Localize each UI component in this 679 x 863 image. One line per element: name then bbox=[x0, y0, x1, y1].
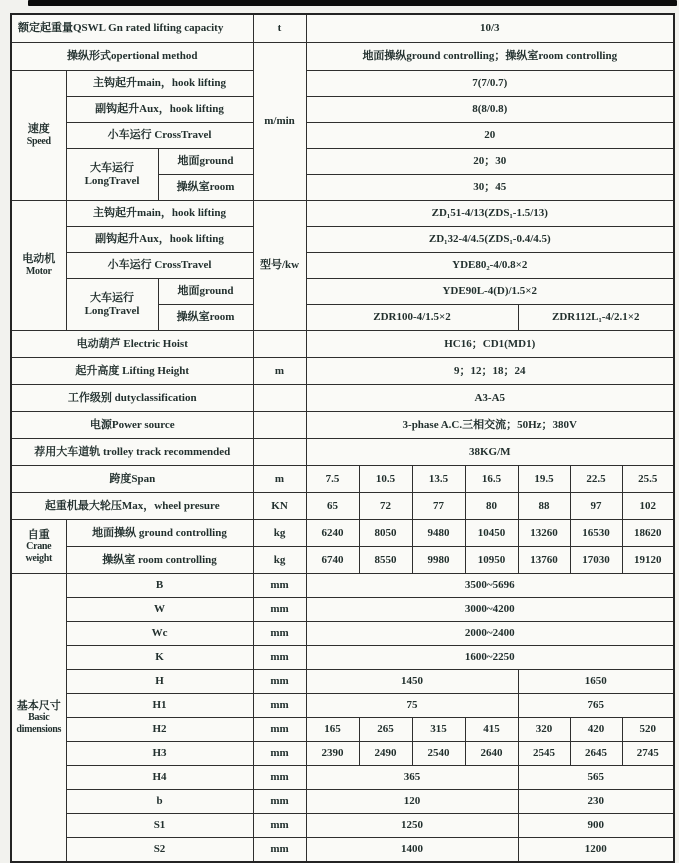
weight-room-label: 操纵室 room controlling bbox=[66, 547, 253, 574]
speed-long-travel-en: LongTravel bbox=[84, 174, 140, 187]
dim-H3-value: 2645 bbox=[570, 742, 622, 766]
row-weight-room bbox=[11, 547, 674, 574]
row-operational-method bbox=[11, 43, 674, 71]
weight-room-value: 13760 bbox=[518, 547, 570, 574]
speed-aux-label: 副钩起升Aux，hook lifting bbox=[66, 97, 253, 123]
dim-Wc-label: Wc bbox=[66, 622, 253, 646]
dim-H3-value: 2390 bbox=[306, 742, 359, 766]
dim-Wc-unit: mm bbox=[253, 622, 306, 646]
dim-H2-label: H2 bbox=[66, 718, 253, 742]
speed-long-travel-cn: 大车运行 bbox=[90, 161, 134, 174]
motor-long-ground-value: YDE90L-4(D)/1.5×2 bbox=[306, 279, 674, 305]
dim-W-label: W bbox=[66, 598, 253, 622]
wheel-pressure-unit: KN bbox=[253, 493, 306, 520]
weight-ground-unit: kg bbox=[253, 520, 306, 547]
wheel-pressure-value: 97 bbox=[570, 493, 622, 520]
motor-main-label: 主钩起升main，hook lifting bbox=[66, 201, 253, 227]
speed-long-room-label: 操纵室room bbox=[158, 175, 253, 201]
row-dim-H2 bbox=[11, 718, 674, 742]
duty-classification-label: 工作级别 dutyclassification bbox=[11, 385, 253, 412]
wheel-pressure-value: 88 bbox=[518, 493, 570, 520]
motor-main-value: ZD₁51-4/13(ZDS₁-1.5/13) bbox=[306, 201, 674, 227]
dim-b-value-left: 120 bbox=[306, 790, 518, 814]
crane-weight-group-cell bbox=[11, 520, 66, 574]
row-rated-capacity bbox=[11, 14, 674, 43]
weight-room-value: 8550 bbox=[359, 547, 412, 574]
row-electric-hoist bbox=[11, 331, 674, 358]
weight-ground-value: 9480 bbox=[412, 520, 465, 547]
dim-H4-value-left: 365 bbox=[306, 766, 518, 790]
power-source-label: 电源Power source bbox=[11, 412, 253, 439]
speed-long-ground-value: 20；30 bbox=[306, 149, 674, 175]
row-dim-K bbox=[11, 646, 674, 670]
weight-ground-value: 13260 bbox=[518, 520, 570, 547]
row-dim-Wc bbox=[11, 622, 674, 646]
rated-capacity-unit: t bbox=[253, 14, 306, 43]
electric-hoist-unit-cell bbox=[253, 331, 306, 358]
rated-capacity-label: 额定起重量QSWL Gn rated lifting capacity bbox=[11, 14, 253, 43]
span-label: 跨度Span bbox=[11, 466, 253, 493]
dim-B-value: 3500~5696 bbox=[306, 574, 674, 598]
row-wheel-pressure bbox=[11, 493, 674, 520]
speed-group-cell bbox=[11, 71, 66, 201]
dim-K-unit: mm bbox=[253, 646, 306, 670]
row-trolley-track bbox=[11, 439, 674, 466]
speed-aux-value: 8(8/0.8) bbox=[306, 97, 674, 123]
dim-H3-label: H3 bbox=[66, 742, 253, 766]
dim-W-value: 3000~4200 bbox=[306, 598, 674, 622]
weight-room-unit: kg bbox=[253, 547, 306, 574]
row-weight-ground bbox=[11, 520, 674, 547]
motor-long-travel-cell bbox=[66, 279, 158, 331]
row-dim-S1 bbox=[11, 814, 674, 838]
weight-ground-value: 10450 bbox=[465, 520, 518, 547]
operational-method-label: 操纵形式opertional method bbox=[11, 43, 253, 71]
span-value: 13.5 bbox=[412, 466, 465, 493]
row-motor-aux-hook bbox=[11, 227, 674, 253]
dim-S1-value-left: 1250 bbox=[306, 814, 518, 838]
span-value: 10.5 bbox=[359, 466, 412, 493]
row-dim-H4 bbox=[11, 766, 674, 790]
crane-weight-group-en2: weight bbox=[25, 552, 53, 564]
dim-S2-value-right: 1200 bbox=[518, 838, 674, 863]
trolley-track-unit-cell bbox=[253, 439, 306, 466]
dim-B-unit: mm bbox=[253, 574, 306, 598]
motor-long-room-label: 操纵室room bbox=[158, 305, 253, 331]
speed-long-room-value: 30；45 bbox=[306, 175, 674, 201]
operational-method-value: 地面操纵ground controlling；操纵室room controlling bbox=[306, 43, 674, 71]
motor-cross-value: YDE80₂-4/0.8×2 bbox=[306, 253, 674, 279]
dim-H2-value: 165 bbox=[306, 718, 359, 742]
speed-long-ground-label: 地面ground bbox=[158, 149, 253, 175]
dim-H2-value: 415 bbox=[465, 718, 518, 742]
dim-H4-label: H4 bbox=[66, 766, 253, 790]
dim-W-unit: mm bbox=[253, 598, 306, 622]
dim-H3-unit: mm bbox=[253, 742, 306, 766]
electric-hoist-label: 电动葫芦 Electric Hoist bbox=[11, 331, 253, 358]
dim-S1-unit: mm bbox=[253, 814, 306, 838]
row-dim-H bbox=[11, 670, 674, 694]
row-motor-cross-travel bbox=[11, 253, 674, 279]
dim-Wc-value: 2000~2400 bbox=[306, 622, 674, 646]
motor-aux-label: 副钩起升Aux，hook lifting bbox=[66, 227, 253, 253]
speed-long-travel-cell bbox=[66, 149, 158, 201]
power-source-unit-cell bbox=[253, 412, 306, 439]
row-speed-aux-hook bbox=[11, 97, 674, 123]
weight-room-value: 19120 bbox=[622, 547, 674, 574]
motor-group-en: Motor bbox=[25, 266, 52, 278]
dim-H-value-left: 1450 bbox=[306, 670, 518, 694]
motor-long-travel-cn: 大车运行 bbox=[90, 291, 134, 304]
motor-cross-label: 小车运行 CrossTravel bbox=[66, 253, 253, 279]
dim-S2-label: S2 bbox=[66, 838, 253, 863]
span-value: 25.5 bbox=[622, 466, 674, 493]
weight-room-value: 6740 bbox=[306, 547, 359, 574]
row-dim-W bbox=[11, 598, 674, 622]
electric-hoist-value: HC16；CD1(MD1) bbox=[306, 331, 674, 358]
wheel-pressure-value: 65 bbox=[306, 493, 359, 520]
dim-H3-value: 2490 bbox=[359, 742, 412, 766]
dim-B-label: B bbox=[66, 574, 253, 598]
dim-H2-value: 320 bbox=[518, 718, 570, 742]
speed-group-en: Speed bbox=[26, 136, 51, 148]
dim-H3-value: 2640 bbox=[465, 742, 518, 766]
crane-weight-group-cn: 自重 bbox=[27, 528, 50, 541]
dim-H3-value: 2545 bbox=[518, 742, 570, 766]
span-value: 7.5 bbox=[306, 466, 359, 493]
weight-ground-value: 6240 bbox=[306, 520, 359, 547]
row-dim-H1 bbox=[11, 694, 674, 718]
weight-room-value: 9980 bbox=[412, 547, 465, 574]
speed-cross-label: 小车运行 CrossTravel bbox=[66, 123, 253, 149]
row-lifting-height bbox=[11, 358, 674, 385]
lifting-height-label: 起升高度 Lifting Height bbox=[11, 358, 253, 385]
dim-H3-value: 2540 bbox=[412, 742, 465, 766]
motor-aux-value: ZD₁32-4/4.5(ZDS₁-0.4/4.5) bbox=[306, 227, 674, 253]
dim-H-unit: mm bbox=[253, 670, 306, 694]
dim-H4-value-right: 565 bbox=[518, 766, 674, 790]
row-dim-S2 bbox=[11, 838, 674, 863]
wheel-pressure-value: 72 bbox=[359, 493, 412, 520]
motor-long-room-value-right: ZDR112L₁-4/2.1×2 bbox=[518, 305, 674, 331]
rated-capacity-value: 10/3 bbox=[306, 14, 674, 43]
weight-ground-value: 18620 bbox=[622, 520, 674, 547]
dimensions-group-cell bbox=[11, 574, 66, 863]
weight-ground-value: 8050 bbox=[359, 520, 412, 547]
dim-H2-value: 265 bbox=[359, 718, 412, 742]
dimensions-group-cn: 基本尺寸 bbox=[16, 699, 61, 712]
row-span bbox=[11, 466, 674, 493]
dim-H3-value: 2745 bbox=[622, 742, 674, 766]
dim-S2-value-left: 1400 bbox=[306, 838, 518, 863]
duty-classification-unit-cell bbox=[253, 385, 306, 412]
dim-H2-value: 420 bbox=[570, 718, 622, 742]
dimensions-group-en1: Basic bbox=[28, 712, 50, 724]
trolley-track-label: 荐用大车道轨 trolley track recommended bbox=[11, 439, 253, 466]
speed-main-value: 7(7/0.7) bbox=[306, 71, 674, 97]
weight-ground-label: 地面操纵 ground controlling bbox=[66, 520, 253, 547]
span-unit: m bbox=[253, 466, 306, 493]
weight-ground-value: 16530 bbox=[570, 520, 622, 547]
dim-K-label: K bbox=[66, 646, 253, 670]
wheel-pressure-label: 起重机最大轮压Max，wheel presure bbox=[11, 493, 253, 520]
dim-H1-value-right: 765 bbox=[518, 694, 674, 718]
span-value: 16.5 bbox=[465, 466, 518, 493]
dim-S2-unit: mm bbox=[253, 838, 306, 863]
row-speed-cross-travel bbox=[11, 123, 674, 149]
motor-group-cell bbox=[11, 201, 66, 331]
dim-S1-label: S1 bbox=[66, 814, 253, 838]
dim-H2-value: 315 bbox=[412, 718, 465, 742]
weight-room-value: 10950 bbox=[465, 547, 518, 574]
dim-b-unit: mm bbox=[253, 790, 306, 814]
dim-H4-unit: mm bbox=[253, 766, 306, 790]
row-dim-B bbox=[11, 574, 674, 598]
dim-H2-value: 520 bbox=[622, 718, 674, 742]
row-motor-long-ground bbox=[11, 279, 674, 305]
wheel-pressure-value: 102 bbox=[622, 493, 674, 520]
motor-group-cn: 电动机 bbox=[22, 253, 56, 266]
motor-unit-cell: 型号/kw bbox=[253, 201, 306, 331]
speed-cross-value: 20 bbox=[306, 123, 674, 149]
span-value: 22.5 bbox=[570, 466, 622, 493]
dim-H1-unit: mm bbox=[253, 694, 306, 718]
lifting-height-unit: m bbox=[253, 358, 306, 385]
speed-main-label: 主钩起升main，hook lifting bbox=[66, 71, 253, 97]
row-duty-classification bbox=[11, 385, 674, 412]
power-source-value: 3-phase A.C.三相交流；50Hz；380V bbox=[306, 412, 674, 439]
trolley-track-value: 38KG/M bbox=[306, 439, 674, 466]
dim-b-value-right: 230 bbox=[518, 790, 674, 814]
lifting-height-value: 9；12；18；24 bbox=[306, 358, 674, 385]
speed-group-cn: 速度 bbox=[27, 123, 50, 136]
scan-top-edge-bar bbox=[28, 0, 677, 6]
dim-H-value-right: 1650 bbox=[518, 670, 674, 694]
dim-K-value: 1600~2250 bbox=[306, 646, 674, 670]
crane-spec-table bbox=[10, 13, 675, 863]
row-dim-b bbox=[11, 790, 674, 814]
row-power-source bbox=[11, 412, 674, 439]
dim-H-label: H bbox=[66, 670, 253, 694]
speed-unit-cell: m/min bbox=[253, 43, 306, 201]
row-motor-main-hook bbox=[11, 201, 674, 227]
weight-room-value: 17030 bbox=[570, 547, 622, 574]
dim-b-label: b bbox=[66, 790, 253, 814]
dim-H1-value-left: 75 bbox=[306, 694, 518, 718]
duty-classification-value: A3-A5 bbox=[306, 385, 674, 412]
row-dim-H3 bbox=[11, 742, 674, 766]
motor-long-room-value-left: ZDR100-4/1.5×2 bbox=[306, 305, 518, 331]
dim-H2-unit: mm bbox=[253, 718, 306, 742]
row-speed-main-hook bbox=[11, 71, 674, 97]
span-value: 19.5 bbox=[518, 466, 570, 493]
row-speed-long-ground bbox=[11, 149, 674, 175]
crane-weight-group-en1: Crane bbox=[26, 541, 52, 553]
dimensions-group-en2: dimensions bbox=[16, 723, 62, 735]
motor-long-ground-label: 地面ground bbox=[158, 279, 253, 305]
dim-H1-label: H1 bbox=[66, 694, 253, 718]
motor-long-travel-en: LongTravel bbox=[84, 304, 140, 317]
wheel-pressure-value: 80 bbox=[465, 493, 518, 520]
wheel-pressure-value: 77 bbox=[412, 493, 465, 520]
dim-S1-value-right: 900 bbox=[518, 814, 674, 838]
